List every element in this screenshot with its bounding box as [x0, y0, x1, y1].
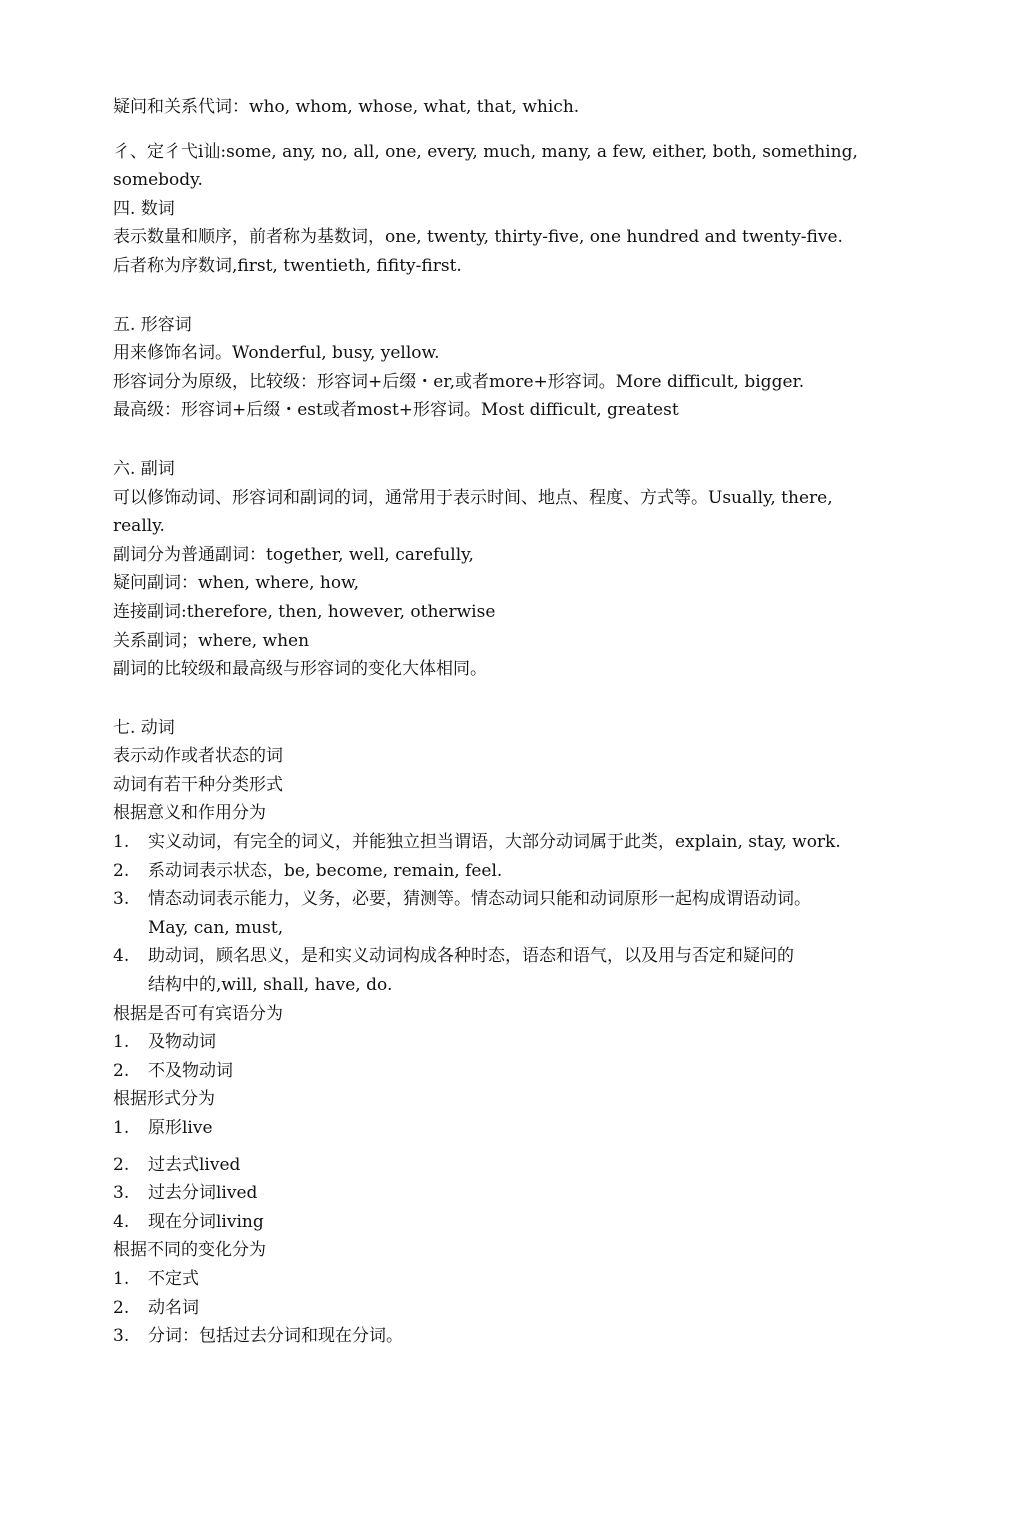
list-item: [113, 857, 924, 886]
list-item: [113, 885, 924, 942]
list-item-number: 1.: [113, 832, 130, 853]
list-item-line: 实义动词，有完全的词义，并能独立担当谓语，大部分动词属于此类，explain, stay, work.: [148, 832, 841, 853]
list-item-line: 系动词表示状态，be, become, remain, feel.: [148, 860, 503, 881]
list-item: [113, 1114, 924, 1143]
list-item-line: 及物动词: [148, 1032, 216, 1053]
list-item-text: [148, 1151, 924, 1180]
list-item-line: 过去式lived: [148, 1154, 241, 1175]
adjectives-comparative-line: 形容词分为原级，比较级：形容词+后缀・er,或者more+形容词。More difficult, bigger.: [113, 371, 805, 392]
list-item-text: [148, 885, 924, 942]
list-item-text: [148, 828, 924, 857]
verbs-by-change-label: 根据不同的变化分为: [113, 1240, 266, 1261]
adjectives-superlative-line: 最高级：形容词+后缀・est或者most+形容词。Most difficult, greatest: [113, 400, 679, 421]
list-item-text: [148, 1208, 924, 1237]
list-item-line: 现在分词living: [148, 1211, 264, 1232]
verbs-by-form-list: [113, 1114, 924, 1236]
list-item-line: 分词：包括过去分词和现在分词。: [148, 1326, 403, 1347]
verbs-definition-line: 表示动作或者状态的词: [113, 746, 283, 767]
list-item-text: [148, 942, 924, 999]
list-item-text: [148, 1322, 924, 1351]
list-item: [113, 1294, 924, 1323]
list-item-text: [148, 1294, 924, 1323]
list-item-line: 不及物动词: [148, 1060, 233, 1081]
indefinite-pronouns-line: 彳、定彳弋i讪:some, any, no, all, one, every, much, many, a few, either, both, something,: [113, 141, 858, 162]
list-item-text: [148, 1028, 924, 1057]
list-item-line: 结构中的,will, shall, have, do.: [148, 975, 393, 996]
verbs-by-form-label: 根据形式分为: [113, 1089, 215, 1110]
list-item-text: [148, 1265, 924, 1294]
adjectives-definition-line: 用来修饰名词。Wonderful, busy, yellow.: [113, 343, 440, 364]
list-item-number: 1.: [113, 1118, 130, 1138]
verbs-heading: 七. 动词: [113, 717, 175, 738]
adverbs-comparison-line: 副词的比较级和最高级与形容词的变化大体相同。: [113, 659, 487, 680]
numerals-ordinal-line: 后者称为序数词,first, twentieth, fifity-first.: [113, 255, 462, 276]
list-item-number: 1.: [113, 1032, 130, 1053]
adverbs-conjunctive-line: 连接副词:therefore, then, however, otherwise: [113, 601, 496, 622]
list-item-number: 2.: [113, 1060, 130, 1081]
list-item-line: 动名词: [148, 1297, 199, 1318]
list-item-number: 3.: [113, 1326, 130, 1347]
list-item-line: 不定式: [148, 1268, 199, 1289]
verbs-classification-line: 动词有若干种分类形式: [113, 774, 283, 795]
list-item-line: 情态动词表示能力，义务，必要，猜测等。情态动词只能和动词原形一起构成谓语动词。: [148, 889, 811, 910]
adverbs-interrogative-line: 疑问副词：when, where, how,: [113, 573, 359, 594]
numerals-heading: 四. 数词: [113, 198, 175, 219]
adverbs-heading: 六. 副词: [113, 458, 175, 479]
list-item-number: 2.: [113, 1154, 130, 1175]
verbs-by-meaning-label: 根据意义和作用分为: [113, 803, 266, 824]
list-item: [113, 1179, 924, 1208]
adverbs-definition-line: 可以修饰动词、形容词和副词的词，通常用于表示时间、地点、程度、方式等。Usually, there,: [113, 487, 833, 508]
list-item: [113, 1057, 924, 1086]
list-item-text: [148, 1057, 924, 1086]
list-item-number: 3.: [113, 889, 130, 910]
list-item: [113, 1322, 924, 1351]
verbs-by-object-list: [113, 1028, 924, 1085]
adverbs-relative-line: 关系副词；where, when: [113, 630, 310, 651]
list-item-text: [148, 857, 924, 886]
list-item-number: 1.: [113, 1268, 130, 1289]
list-item: [113, 828, 924, 857]
interrogative-relative-pronouns-line: 疑问和关系代词：who, whom, whose, what, that, which.: [113, 97, 580, 117]
list-item: [113, 1265, 924, 1294]
list-item-number: 3.: [113, 1183, 130, 1204]
adverbs-ordinary-line: 副词分为普通副词：together, well, carefully,: [113, 544, 474, 565]
list-item: [113, 1151, 924, 1180]
verbs-by-object-label: 根据是否可有宾语分为: [113, 1003, 283, 1024]
list-item: [113, 1028, 924, 1057]
list-item-line: 过去分词lived: [148, 1183, 258, 1204]
indefinite-pronouns-line-cont: somebody.: [113, 170, 203, 191]
list-item-line: 助动词，顾名思义，是和实义动词构成各种时态，语态和语气，以及用与否定和疑问的: [148, 946, 794, 967]
verbs-by-meaning-list: [113, 828, 924, 1000]
list-item-line: May, can, must,: [148, 917, 284, 938]
list-item-number: 2.: [113, 860, 130, 881]
numerals-cardinal-line: 表示数量和顺序，前者称为基数词，one, twenty, thirty-five, one hundred and twenty-five.: [113, 227, 843, 248]
list-item-text: [148, 1179, 924, 1208]
list-item-number: 2.: [113, 1297, 130, 1318]
list-item: [113, 1208, 924, 1237]
adjectives-heading: 五. 形容词: [113, 314, 192, 335]
list-item-text: [148, 1114, 924, 1143]
list-item-line: 原形live: [148, 1118, 213, 1138]
list-item-number: 4.: [113, 1211, 130, 1232]
list-item: [113, 942, 924, 999]
adverbs-definition-line-cont: really.: [113, 516, 165, 537]
verbs-by-change-list: [113, 1265, 924, 1351]
list-item-number: 4.: [113, 946, 130, 967]
